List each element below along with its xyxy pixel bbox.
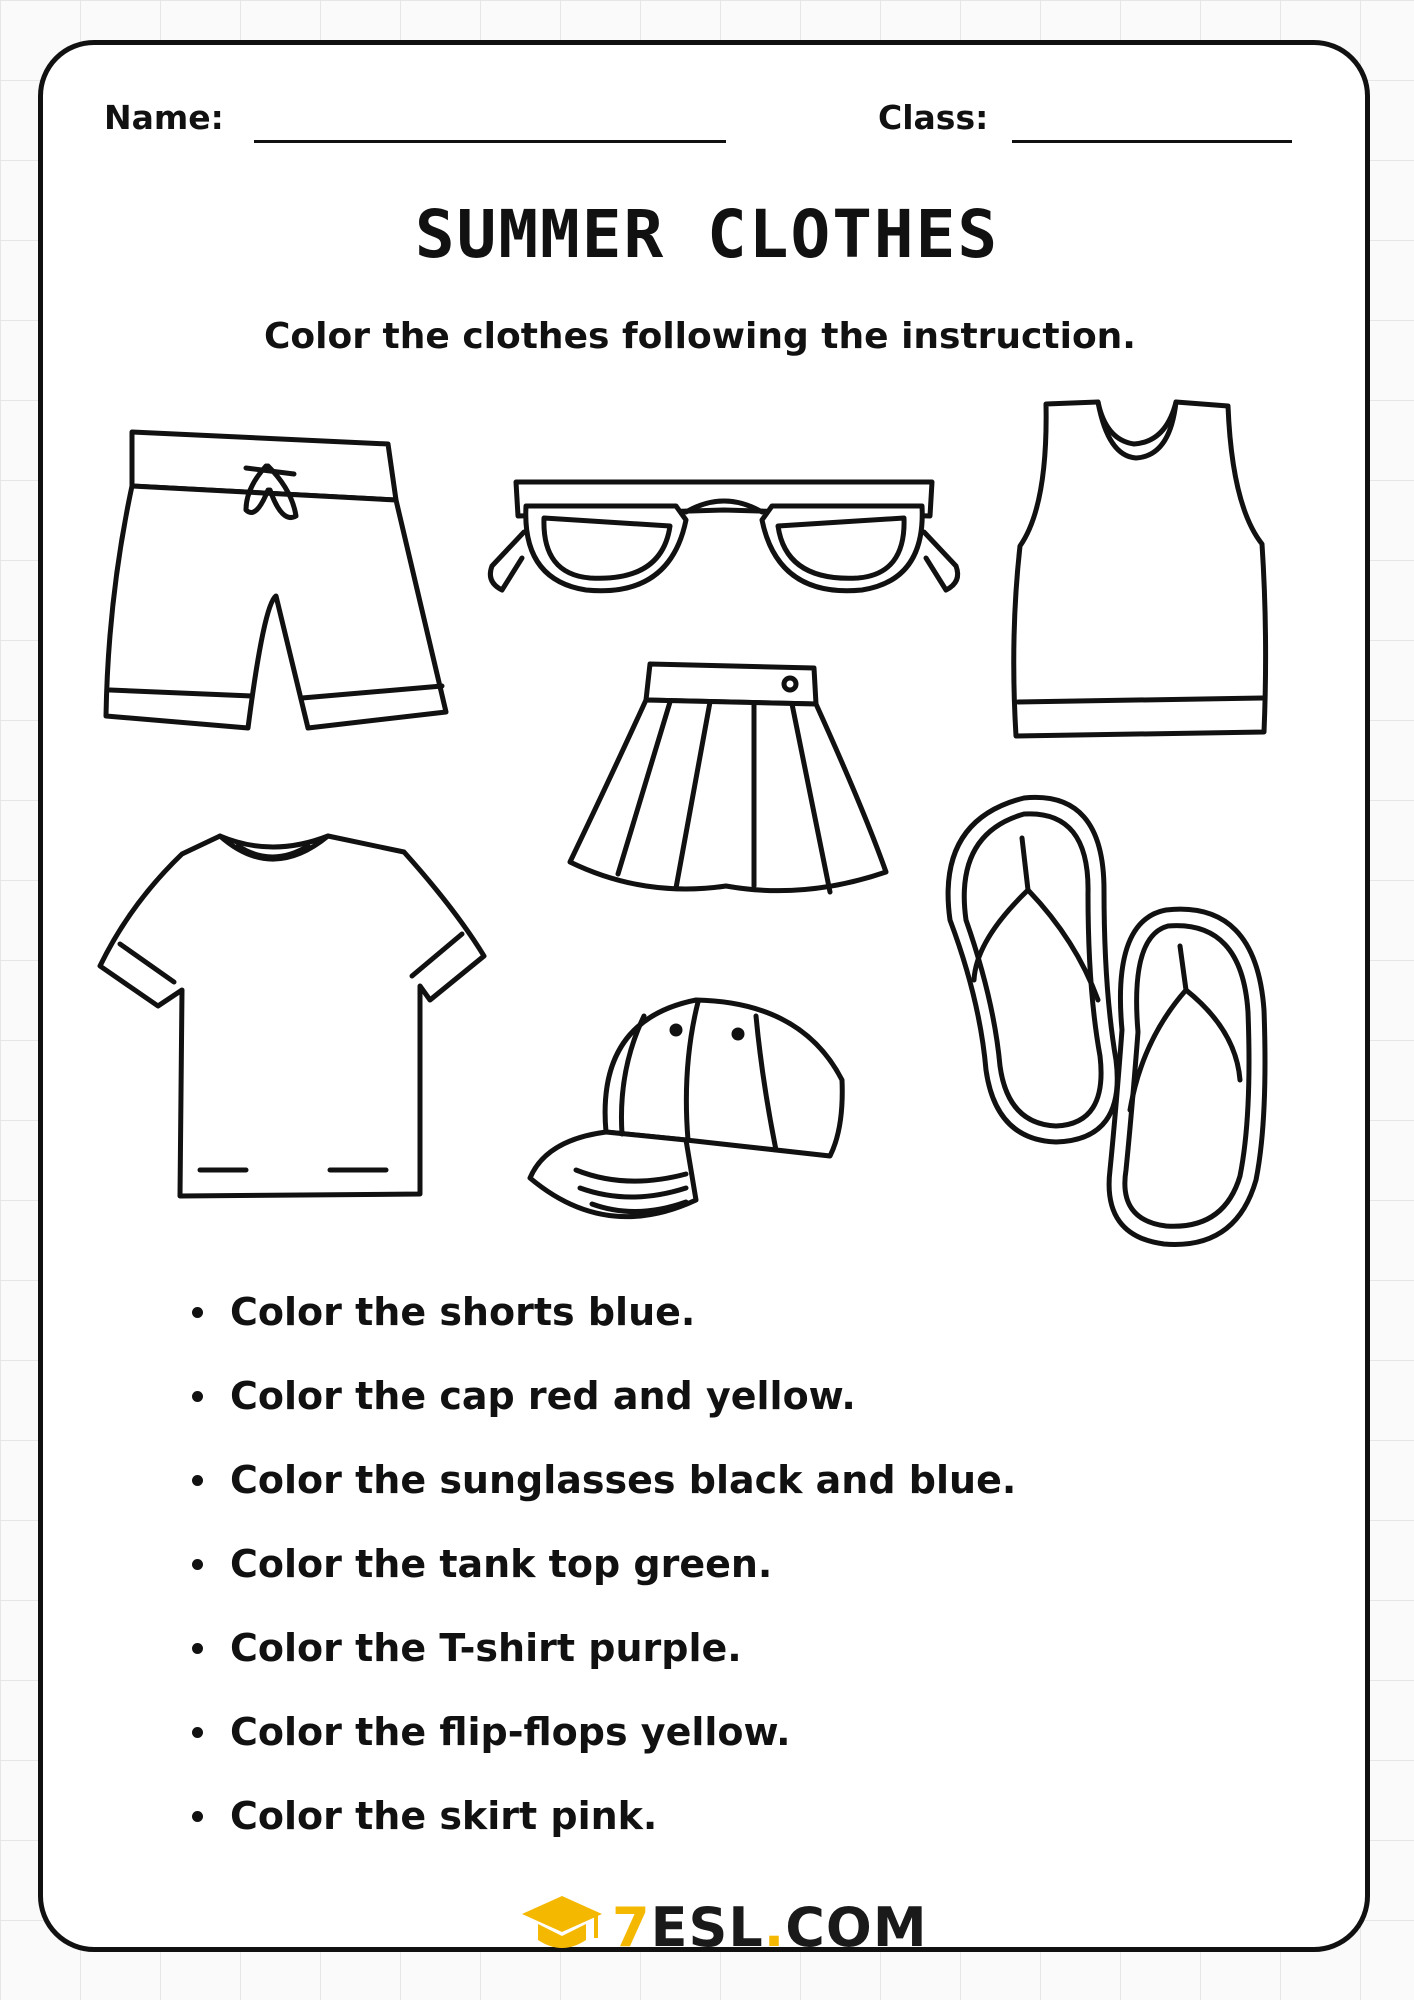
name-label: Name: bbox=[104, 98, 224, 137]
name-line bbox=[254, 140, 726, 143]
site-logo bbox=[522, 1892, 942, 1962]
flip-flops-icon bbox=[936, 790, 1316, 1250]
list-item: Color the T-shirt purple. bbox=[186, 1618, 1016, 1702]
cap-icon bbox=[526, 990, 848, 1246]
graduation-cap-icon bbox=[522, 1894, 602, 1960]
sunglasses-icon bbox=[486, 470, 962, 610]
list-item: Color the skirt pink. bbox=[186, 1786, 1016, 1870]
logo-dot: . bbox=[763, 1895, 786, 1959]
list-item: Color the cap red and yellow. bbox=[186, 1366, 1016, 1450]
instruction-list bbox=[186, 1282, 1016, 1870]
class-label: Class: bbox=[878, 98, 989, 137]
list-item: Color the sunglasses black and blue. bbox=[186, 1450, 1016, 1534]
logo-middle: ESL bbox=[650, 1895, 764, 1959]
logo-text bbox=[612, 1896, 928, 1959]
logo-suffix: COM bbox=[785, 1895, 928, 1959]
skirt-icon bbox=[564, 660, 894, 900]
list-item: Color the flip-flops yellow. bbox=[186, 1702, 1016, 1786]
worksheet-instruction: Color the clothes following the instruction. bbox=[264, 316, 1136, 357]
worksheet-title: SUMMER CLOTHES bbox=[414, 196, 1000, 273]
shorts-icon bbox=[96, 428, 456, 738]
list-item: Color the tank top green. bbox=[186, 1534, 1016, 1618]
t-shirt-icon bbox=[96, 830, 490, 1204]
class-line bbox=[1012, 140, 1292, 143]
logo-prefix: 7 bbox=[612, 1895, 651, 1959]
tank-top-icon bbox=[1006, 396, 1276, 742]
list-item: Color the shorts blue. bbox=[186, 1282, 1016, 1366]
